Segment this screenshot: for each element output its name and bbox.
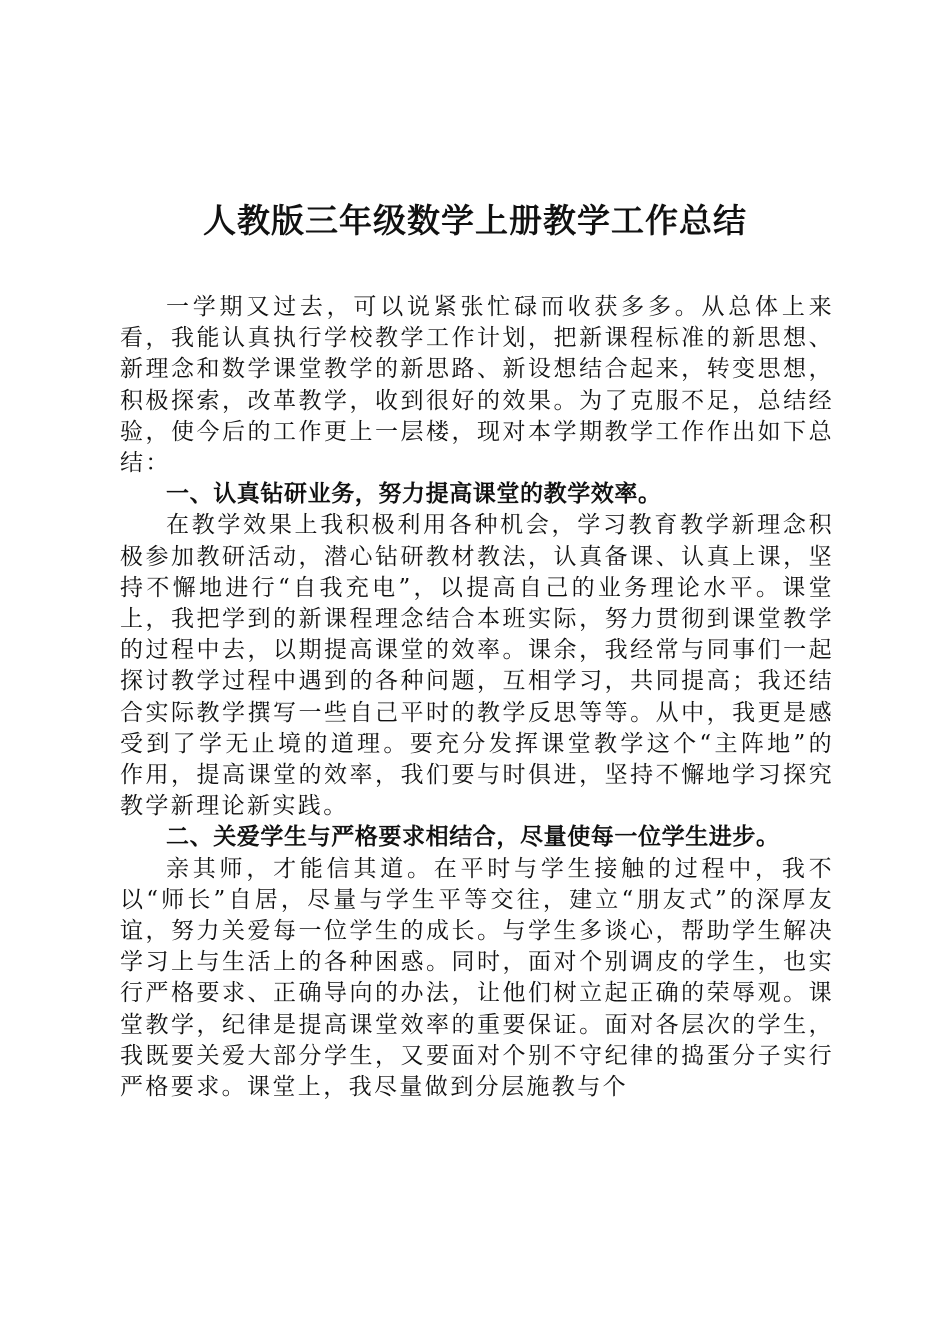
- intro-paragraph: 一学期又过去，可以说紧张忙碌而收获多多。从总体上来看，我能认真执行学校教学工作计划，把新课程标准的新思想、新理念和数学课堂教学的新思路、新设想结合起来，转变思想，积极探索，改革教学，收到很好的效果。为了克服不足，总结经验，使今后的工作更上一层楼，现对本学期教学工作作出如下总结：: [120, 294, 834, 477]
- section-1-paragraph: 在教学效果上我积极利用各种机会，学习教育教学新理念积极参加教研活动，潜心钻研教材教法，认真备课、认真上课，坚持不懈地进行“自我充电”，以提高自己的业务理论水平。课堂上，我把学到的新课程理念结合本班实际，努力贯彻到课堂教学的过程中去，以期提高课堂的效率。课余，我经常与同事们一起探讨教学过程中遇到的各种问题，互相学习，共同提高；我还结合实际教学撰写一些自己平时的教学反思等等。从中，我更是感受到了学无止境的道理。要充分发挥课堂教学这个“主阵地”的作用，提高课堂的效率，我们要与时俱进，坚持不懈地学习探究教学新理论新实践。: [120, 512, 834, 820]
- section-heading-1: 一、认真钻研业务，努力提高课堂的教学效率。: [166, 481, 662, 508]
- section-heading-2: 二、关爱学生与严格要求相结合，尽量使每一位学生进步。: [166, 824, 780, 851]
- document-title: 人教版三年级数学上册教学工作总结: [203, 201, 747, 240]
- section-2-paragraph: 亲其师，才能信其道。在平时与学生接触的过程中，我不以“师长”自居，尽量与学生平等交往，建立“朋友式”的深厚友谊，努力关爱每一位学生的成长。与学生多谈心，帮助学生解决学习上与生活上的各种困惑。同时，面对个别调皮的学生，也实行严格要求、正确导向的办法，让他们树立起正确的荣辱观。课堂教学，纪律是提高课堂效率的重要保证。面对各层次的学生，我既要关爱大部分学生，又要面对个别不守纪律的捣蛋分子实行严格要求。课堂上，我尽量做到分层施教与个: [120, 855, 834, 1101]
- document-body: [120, 292, 834, 1103]
